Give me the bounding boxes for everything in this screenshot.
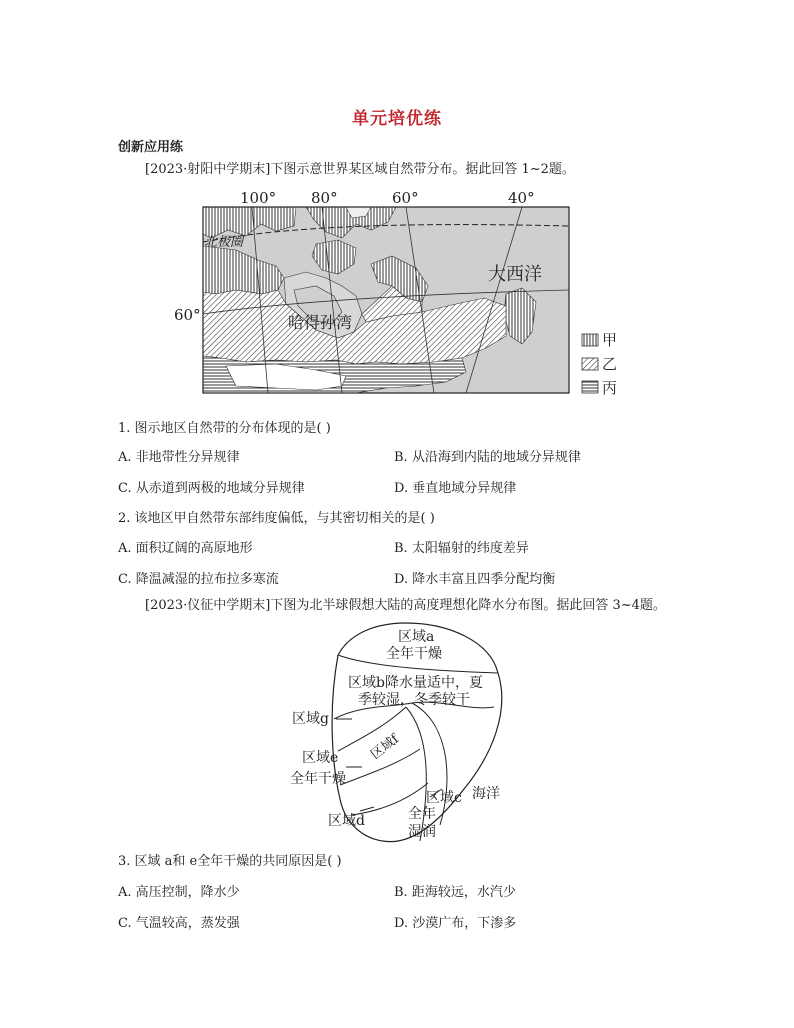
q3-option-a[interactable]: A. 高压控制，降水少: [118, 885, 240, 900]
region-c-desc-2: 湿润: [408, 824, 436, 840]
question-1-stem: 1. 图示地区自然带的分布体现的是( ): [118, 421, 331, 436]
legend-bing: 丙: [602, 379, 618, 397]
q1-option-c[interactable]: C. 从赤道到两极的地域分异规律: [118, 481, 305, 496]
intro-2: [2023·仪征中学期末]下图为北半球假想大陆的高度理想化降水分布图。据此回答 3~4题。: [145, 598, 666, 613]
q3-option-b[interactable]: B. 距海较远，水汽少: [394, 885, 516, 900]
hudson-bay-label: 哈得孙湾: [288, 313, 353, 332]
q2-option-c[interactable]: C. 降温减湿的拉布拉多寒流: [118, 572, 279, 587]
q3-option-d[interactable]: D. 沙漠广布，下渗多: [394, 916, 517, 931]
lon-label-100: 100°: [240, 189, 277, 207]
region-e-desc: 全年干燥: [290, 771, 346, 787]
lat-label-60: 60°: [174, 306, 201, 324]
region-b-line1: 区域b降水量适中，夏: [348, 675, 483, 691]
question-2-stem: 2. 该地区甲自然带东部纬度偏低，与其密切相关的是( ): [118, 511, 435, 526]
lon-label-80: 80°: [311, 189, 338, 207]
region-g-label: 区域g: [292, 711, 329, 727]
region-e-label: 区域e: [302, 750, 339, 766]
region-a-label: 区域a: [398, 629, 435, 645]
ocean-label-diagram: 海洋: [472, 786, 500, 802]
question-3-stem: 3. 区域 a和 e全年干燥的共同原因是( ): [118, 854, 342, 869]
q3-option-c[interactable]: C. 气温较高，蒸发强: [118, 916, 240, 931]
section-label: 创新应用练: [118, 140, 184, 155]
intro-1: [2023·射阳中学期末]下图示意世界某区域自然带分布。据此回答 1~2题。: [145, 162, 575, 177]
region-b-line2: 季较湿，冬季较干: [358, 692, 470, 708]
lon-label-40: 40°: [508, 189, 535, 207]
q2-option-b[interactable]: B. 太阳辐射的纬度差异: [394, 541, 529, 556]
legend-jia: 甲: [602, 331, 618, 349]
region-d-label: 区域d: [328, 813, 365, 829]
q2-option-d[interactable]: D. 降水丰富且四季分配均衡: [394, 572, 556, 587]
continent-precip-diagram: [280, 615, 520, 847]
q1-option-b[interactable]: B. 从沿海到内陆的地域分异规律: [394, 450, 581, 465]
natural-zone-map: [166, 186, 626, 408]
region-c-desc-1: 全年: [408, 806, 436, 822]
region-a-desc: 全年干燥: [386, 646, 442, 662]
region-f-label: 区域f: [368, 731, 402, 763]
q1-option-a[interactable]: A. 非地带性分异规律: [118, 450, 240, 465]
legend-yi: 乙: [602, 355, 618, 373]
q1-option-d[interactable]: D. 垂直地域分异规律: [394, 481, 517, 496]
lon-label-60: 60°: [392, 189, 419, 207]
ocean-label: 大西洋: [488, 264, 542, 285]
region-c-label: 区域c: [426, 790, 462, 806]
q2-option-a[interactable]: A. 面积辽阔的高原地形: [118, 541, 253, 556]
page-title: 单元培优练: [352, 109, 442, 129]
arctic-circle-label: 北极圈: [204, 235, 244, 250]
